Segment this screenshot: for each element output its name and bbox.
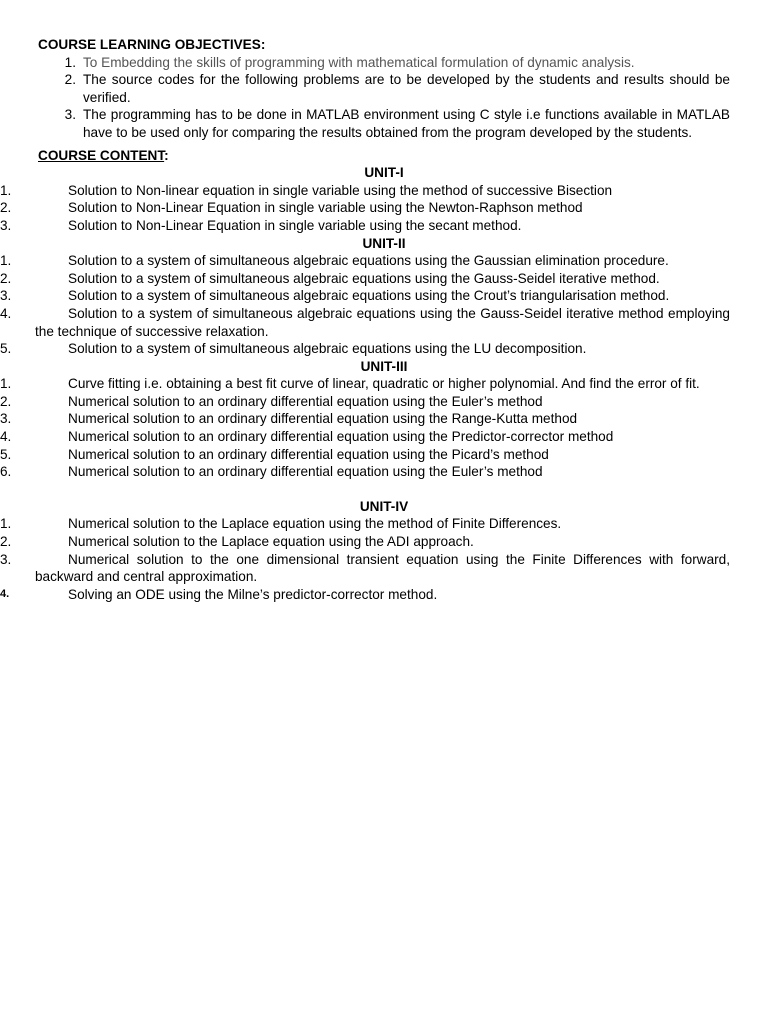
list-item xyxy=(0,515,730,533)
item-text: Numerical solution to an ordinary differential equation using the Picard’s method xyxy=(68,446,549,462)
list-item xyxy=(0,551,730,586)
list-item xyxy=(0,428,730,446)
item-text: Curve fitting i.e. obtaining a best fit curve of linear, quadratic or higher polynomial. And find the error of fit. xyxy=(68,376,700,392)
objectives-heading: COURSE LEARNING OBJECTIVES: xyxy=(38,37,266,52)
objective-text: The programming has to be done in MATLAB environment using C style i.e functions available in MATLAB have to be used only for comparing the results obtained from the program developed by the students. xyxy=(83,107,730,140)
item-number: 1. xyxy=(0,253,12,269)
item-text: Solution to a system of simultaneous algebraic equations using the Crout’s triangularisation method. xyxy=(68,288,670,304)
item-text: Numerical solution to the Laplace equation using the method of Finite Differences. xyxy=(68,516,562,532)
item-number: 1. xyxy=(0,516,12,532)
item-text: Solution to a system of simultaneous algebraic equations using the LU decomposition. xyxy=(68,341,587,357)
item-number: 3. xyxy=(0,551,12,567)
item-text: Solution to Non-linear equation in single variable using the method of successive Bisection xyxy=(68,182,613,198)
unit-section xyxy=(0,235,730,358)
item-text: Solution to a system of simultaneous algebraic equations using the Gaussian elimination procedure. xyxy=(68,253,669,269)
item-number: 1. xyxy=(0,376,12,392)
item-number: 3. xyxy=(0,288,12,304)
list-item xyxy=(0,287,730,305)
unit-title: UNIT-II xyxy=(362,235,406,251)
list-item xyxy=(0,463,730,481)
item-text: Solution to Non-Linear Equation in single variable using the secant method. xyxy=(68,217,522,233)
item-text: Numerical solution to an ordinary differential equation using the Euler’s method xyxy=(68,393,543,409)
course-content-heading-colon: : xyxy=(164,147,169,163)
item-number: 4. xyxy=(0,429,12,445)
objective-item xyxy=(38,71,730,106)
list-item xyxy=(0,270,730,288)
item-number: 2. xyxy=(0,270,12,286)
list-item xyxy=(0,410,730,428)
list-item xyxy=(0,533,730,551)
spacer xyxy=(38,481,730,498)
list-item xyxy=(0,182,730,200)
item-number: 4. xyxy=(0,305,12,321)
item-number: 1. xyxy=(0,182,12,198)
item-number: 6. xyxy=(0,464,12,480)
unit-title: UNIT-IV xyxy=(359,498,409,514)
list-item xyxy=(0,446,730,464)
item-text: Numerical solution to an ordinary differential equation using the Range-Kutta method xyxy=(68,411,578,427)
objective-number: 1. xyxy=(64,54,76,70)
list-item xyxy=(0,199,730,217)
item-text: Numerical solution to the Laplace equation using the ADI approach. xyxy=(68,534,474,550)
list-item xyxy=(0,217,730,235)
objective-text: The source codes for the following problems are to be developed by the students and results should be verified. xyxy=(83,72,730,105)
item-text: Numerical solution to an ordinary differential equation using the Euler’s method xyxy=(68,464,543,480)
objective-number: 3. xyxy=(64,107,76,123)
list-item xyxy=(0,252,730,270)
list-item xyxy=(0,305,730,340)
course-content-heading xyxy=(38,147,730,165)
list-item xyxy=(0,586,730,604)
objective-text: To Embedding the skills of programming with mathematical formulation of dynamic analysis. xyxy=(83,54,635,70)
objective-item xyxy=(38,106,730,141)
item-text: Numerical solution to the one dimensional transient equation using the Finite Differences with forward, backward and central approximation. xyxy=(35,551,730,585)
item-text: Numerical solution to an ordinary differential equation using the Predictor-corrector method xyxy=(68,429,614,445)
list-item xyxy=(0,393,730,411)
course-content-heading-label: COURSE CONTENT xyxy=(38,147,165,163)
item-number: 4. xyxy=(0,587,10,600)
item-text: Solution to a system of simultaneous algebraic equations using the Gauss-Seidel iterative method. xyxy=(68,270,660,286)
objective-item xyxy=(38,54,730,72)
item-number: 2. xyxy=(0,534,12,550)
unit-section xyxy=(0,498,730,604)
list-item xyxy=(0,340,730,358)
item-number: 3. xyxy=(0,217,12,233)
item-text: Solution to a system of simultaneous algebraic equations using the Gauss-Seidel iterative method employing the technique of successive relaxation. xyxy=(35,305,730,339)
item-number: 2. xyxy=(0,200,12,216)
list-item xyxy=(0,375,730,393)
unit-section xyxy=(0,164,730,234)
unit-title: UNIT-I xyxy=(364,165,404,181)
item-number: 5. xyxy=(0,446,12,462)
unit-section xyxy=(0,358,730,481)
unit-title: UNIT-III xyxy=(360,358,408,374)
objective-number: 2. xyxy=(64,72,76,88)
item-number: 2. xyxy=(0,393,12,409)
item-number: 3. xyxy=(0,411,12,427)
item-text: Solving an ODE using the Milne’s predictor-corrector method. xyxy=(68,586,438,602)
objectives-list xyxy=(38,54,730,142)
item-text: Solution to Non-Linear Equation in single variable using the Newton-Raphson method xyxy=(68,200,583,216)
item-number: 5. xyxy=(0,341,12,357)
